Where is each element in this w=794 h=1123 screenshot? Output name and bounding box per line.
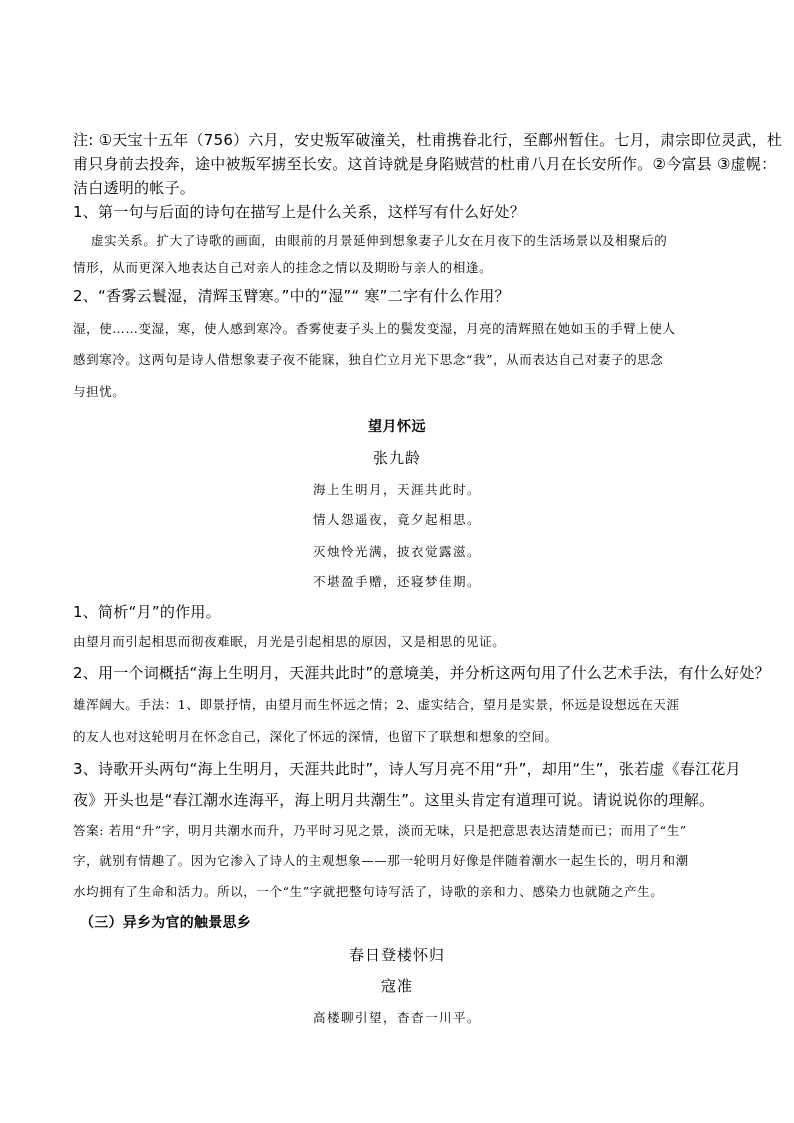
answer-2-line-1: 湿，使……变湿，寒，使人感到寒冷。香雾使妻子头上的鬓发变湿，月亮的清辉照在她如玉的手臂上使人 <box>73 321 676 336</box>
poem-1-line-3: 灭烛怜光满，披衣觉露滋。 <box>312 544 481 559</box>
poem-2-title: 春日登楼怀归 <box>348 946 445 964</box>
poem-1-answer-3-line-2: 字，就别有情趣了。因为它渗入了诗人的主观想象——那一轮明月好像是伴随着潮水一起生长的，明月和潮 <box>73 853 689 868</box>
poem-1-author: 张九龄 <box>372 449 421 467</box>
question-1: 1、第一句与后面的诗句在描写上是什么关系，这样写有什么好处？ <box>73 203 526 221</box>
poem-1-question-3-line-1: 3、诗歌开头两句“海上生明月，天涯共此时”，诗人写月亮不用“升”，却用“生”，张若虚《春江花月 <box>73 760 741 778</box>
poem-1-answer-1: 由望月而引起相思而彻夜难眠，月光是引起相思的原因，又是相思的见证。 <box>73 634 506 649</box>
answer-2-line-2: 感到寒冷。这两句是诗人借想象妻子夜不能寐，独自伫立月光下思念“我”，从而表达自己对妻子的思念 <box>73 352 664 367</box>
answer-1-line-1: 虚实关系。扩大了诗歌的画面，由眼前的月景延伸到想象妻子儿女在月夜下的生活场景以及相聚后的 <box>91 233 668 248</box>
answer-1-line-2: 情形，从而更深入地表达自己对亲人的挂念之情以及期盼与亲人的相逢。 <box>73 260 493 275</box>
poem-1-question-3-line-2: 夜》开头也是“春江潮水连海平，海上明月共潮生”。这里头肯定有道理可说。请说说你的理解。 <box>73 791 715 809</box>
poem-1-line-4: 不堪盈手赠，还寝梦佳期。 <box>312 574 481 589</box>
poem-1-answer-2-line-1: 雄浑阔大。手法：1、即景抒情，由望月而生怀远之情；2、虚实结合，望月是实景，怀远是设想远在天涯 <box>73 697 680 712</box>
section-3-heading: （三）异乡为官的触景思乡 <box>80 915 251 931</box>
poem-2-line-1: 高楼聊引望，杳杳一川平。 <box>312 1010 481 1025</box>
answer-2-line-3: 与担忧。 <box>73 384 126 399</box>
poem-1-question-1: 1、简析“月”的作用。 <box>73 603 221 621</box>
note-line-3: 洁白透明的帐子。 <box>73 179 196 197</box>
poem-1-answer-3-line-1: 答案: 若用“升”字，明月共潮水而升，乃平时习见之景，淡而无味，只是把意思表达清楚而已；而用了“生” <box>73 823 687 838</box>
poem-1-answer-3-line-3: 水均拥有了生命和活力。所以，一个“生”字就把整句诗写活了，诗歌的亲和力、感染力也就随之产生。 <box>73 884 664 899</box>
note-line-1: 注: ①天宝十五年（756）六月，安史叛军破潼关，杜甫携眷北行，至鄜州暂住。七月，肃宗即位灵武，杜 <box>73 131 783 149</box>
poem-1-answer-2-line-2: 的友人也对这轮明月在怀念自己，深化了怀远的深情，也留下了联想和想象的空间。 <box>73 729 558 744</box>
note-line-2: 甫只身前去投奔，途中被叛军掳至长安。这首诗就是身陷贼营的杜甫八月在长安所作。②今富县 ③虚幌： <box>73 155 777 173</box>
question-2: 2、“香雾云鬟湿，清辉玉臂寒。”中的“湿”“ 寒”二字有什么作用？ <box>73 287 510 305</box>
poem-1-title: 望月怀远 <box>368 419 426 435</box>
poem-1-question-2: 2、用一个词概括“海上生明月，天涯共此时”的意境美，并分析这两句用了什么艺术手法，有什么好处？ <box>73 664 770 682</box>
poem-2-author: 寇准 <box>380 977 413 995</box>
poem-1-line-2: 情人怨遥夜，竟夕起相思。 <box>312 512 481 527</box>
poem-1-line-1: 海上生明月，天涯共此时。 <box>312 482 481 497</box>
